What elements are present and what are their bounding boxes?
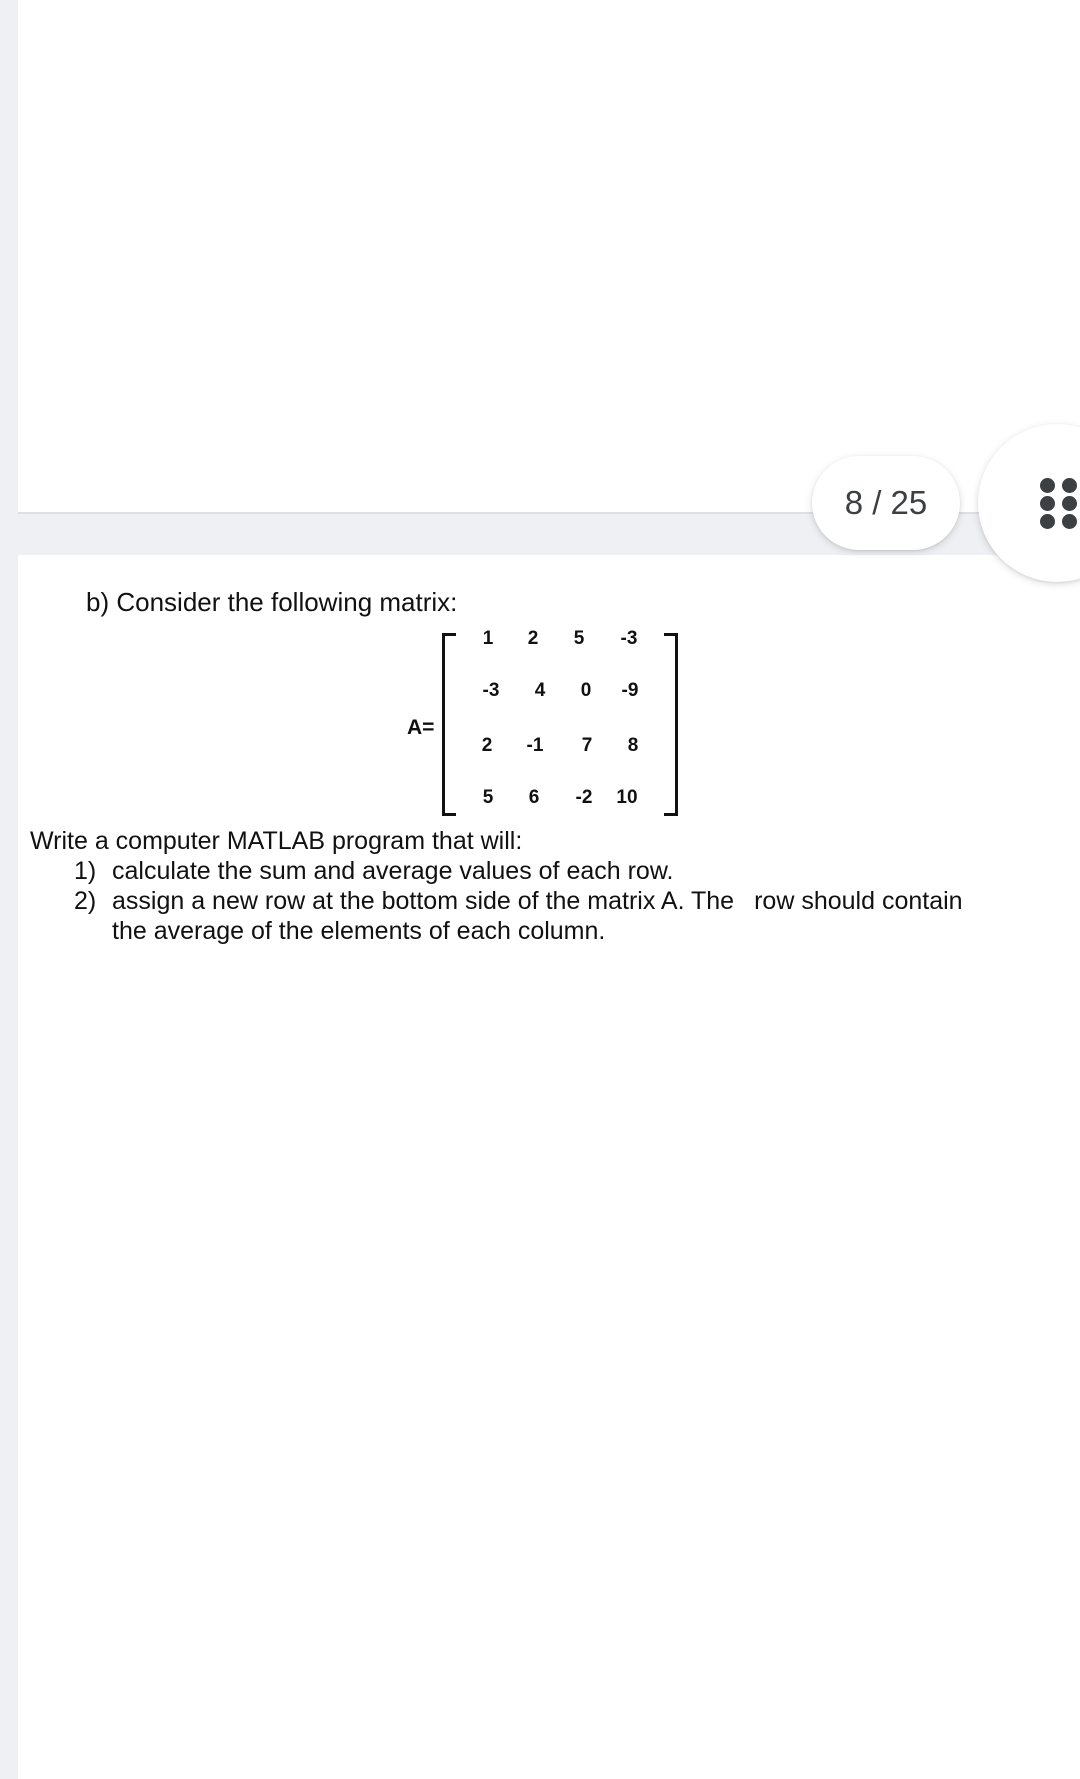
matrix-cell: 1	[482, 628, 494, 649]
matrix-cell: 0	[580, 680, 592, 701]
task-text-continued: row should contain	[754, 887, 963, 915]
matrix-cell: 5	[573, 628, 585, 649]
task-number: 1)	[74, 857, 97, 885]
task-text-wrap: the average of the elements of each column.	[112, 917, 606, 945]
task-item	[30, 856, 963, 886]
matrix-cell: -2	[575, 787, 593, 808]
matrix-cell: -1	[526, 735, 544, 756]
instructions	[30, 826, 963, 946]
matrix-cell: 7	[581, 735, 593, 756]
page-indicator-text: 8 / 25	[844, 484, 928, 521]
question-heading: b) Consider the following matrix:	[86, 587, 458, 617]
matrix-cell: 8	[627, 735, 639, 756]
matrix-cell: 10	[616, 787, 638, 808]
matrix-cell: 2	[527, 628, 539, 649]
task-text: assign a new row at the bottom side of the matrix A. The	[112, 887, 735, 915]
matrix-cell: 2	[481, 735, 493, 756]
matrix-cell: -9	[621, 680, 639, 701]
task-text: calculate the sum and average values of each row.	[112, 857, 674, 885]
instruction-intro: Write a computer MATLAB program that will:	[30, 827, 523, 855]
matrix-cell: 4	[534, 680, 546, 701]
task-number: 2)	[74, 887, 97, 915]
matrix-cell: -3	[482, 680, 500, 701]
page-indicator	[812, 456, 960, 550]
matrix-cell: 6	[528, 787, 540, 808]
matrix-label: A=	[407, 716, 435, 739]
grid-dots-icon	[1040, 478, 1080, 528]
matrix-cell: 5	[482, 787, 494, 808]
task-item	[30, 886, 963, 916]
matrix-cell: -3	[620, 628, 638, 649]
matrix-left-bracket	[442, 633, 456, 816]
matrix-right-bracket	[664, 633, 678, 816]
previous-page	[18, 0, 1080, 514]
